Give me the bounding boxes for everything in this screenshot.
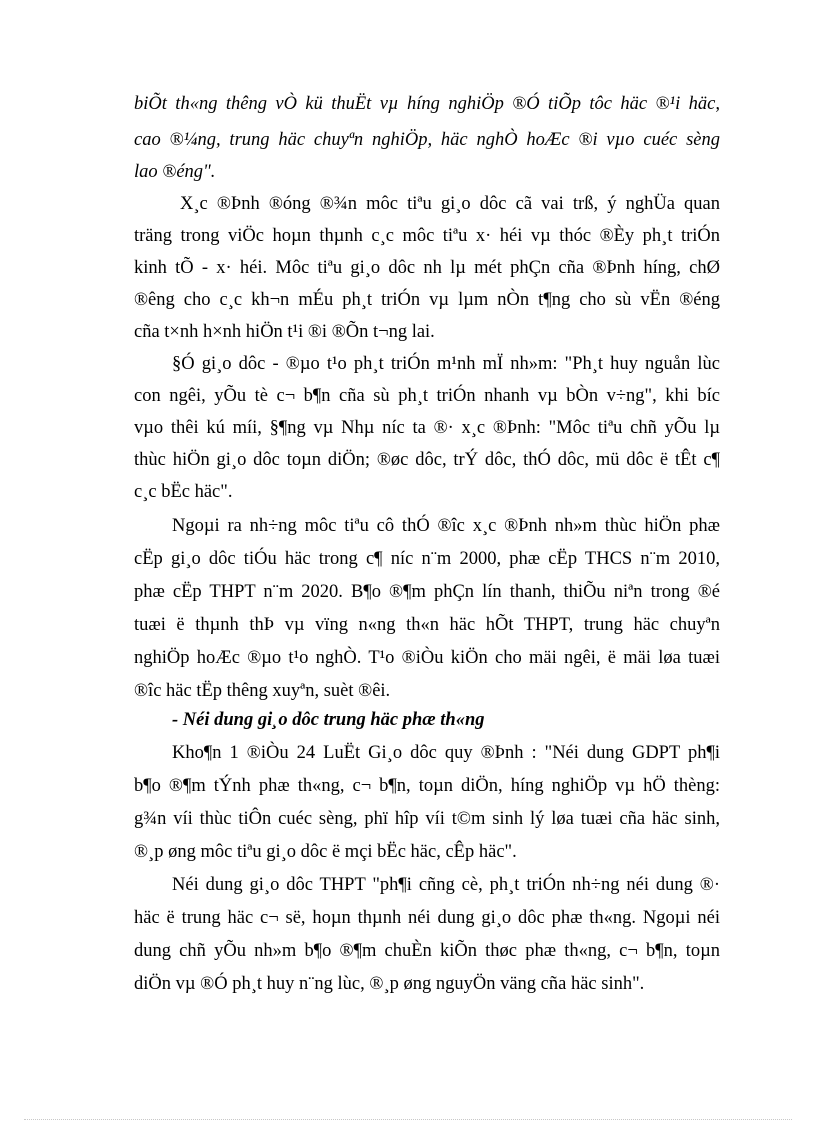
text-line: b¶o ®¶m tÝnh phæ th«ng, c¬ b¶n, toµn diÖn, híng nghiÖp vµ hÖ thèng: bbox=[134, 776, 720, 796]
page-bottom-divider bbox=[24, 1119, 792, 1120]
text-line: cao ®¼ng, trung häc chuyªn nghiÖp, häc nghÒ hoÆc ®i vµo cuéc sèng bbox=[134, 130, 720, 150]
text-line: träng trong viÖc hoµn thµnh c¸c môc tiªu x· héi vµ thóc ®Èy ph¸t triÓn bbox=[134, 226, 720, 246]
text-line: lao ®éng". bbox=[134, 162, 216, 182]
text-line: con ngêi, yÕu tè c¬ b¶n cña sù ph¸t triÓn nhanh vµ bÒn v÷ng", khi bíc bbox=[134, 386, 720, 406]
text-line: häc ë trung häc c¬ së, hoµn thµnh néi dung gi¸o dôc phæ th«ng. Ngoµi néi bbox=[134, 908, 720, 928]
text-line: X¸c ®Þnh ®óng ®¾n môc tiªu gi¸o dôc cã vai trß, ý nghÜa quan bbox=[180, 194, 720, 214]
text-line: tuæi ë thµnh thÞ vµ vïng n«ng th«n häc hÕt THPT, trung häc chuyªn bbox=[134, 615, 720, 635]
text-line: Ngoµi ra nh÷ng môc tiªu cô thÓ ®îc x¸c ®Þnh nh»m thùc hiÖn phæ bbox=[172, 516, 720, 536]
text-line: cËp gi¸o dôc tiÓu häc trong c¶ níc n¨m 2000, phæ cËp THCS n¨m 2010, bbox=[134, 549, 720, 569]
text-line: c¸c bËc häc". bbox=[134, 482, 233, 502]
text-line: diÖn vµ ®Ó ph¸t huy n¨ng lùc, ®¸p øng nguyÖn väng cña häc sinh". bbox=[134, 974, 645, 994]
text-line: kinh tÕ - x· héi. Môc tiªu gi¸o dôc nh lµ mét phÇn cña ®Þnh híng, chØ bbox=[134, 258, 720, 278]
text-line: ®êng cho c¸c kh¬n mÉu ph¸t triÓn vµ lµm nÒn t¶ng cho sù vËn ®éng bbox=[134, 290, 720, 310]
text-line: §Ó gi¸o dôc - ®µo t¹o ph¸t triÓn m¹nh mÏ nh»m: "Ph¸t huy nguån lùc bbox=[172, 354, 720, 374]
text-line: ®¸p øng môc tiªu gi¸o dôc ë mçi bËc häc, cÊp häc". bbox=[134, 842, 517, 862]
text-line: Néi dung gi¸o dôc THPT "ph¶i cñng cè, ph¸t triÓn nh÷ng néi dung ®· bbox=[172, 875, 720, 895]
text-line: dung chñ yÕu nh»m b¶o ®¶m chuÈn kiÕn thøc phæ th«ng, c¬ b¶n, toµn bbox=[134, 941, 720, 961]
section-heading: - Néi dung gi¸o dôc trung häc phæ th«ng bbox=[172, 710, 485, 730]
text-line: thùc hiÖn gi¸o dôc toµn diÖn; ®øc dôc, trÝ dôc, thÓ dôc, mü dôc ë tÊt c¶ bbox=[134, 450, 720, 470]
text-line: phæ cËp THPT n¨m 2020. B¶o ®¶m phÇn lín thanh, thiÕu niªn trong ®é bbox=[134, 582, 720, 602]
text-line: biÕt th«ng thêng vÒ kü thuËt vµ híng nghiÖp ®Ó tiÕp tôc häc ®¹i häc, bbox=[134, 94, 720, 114]
text-line: nghiÖp hoÆc ®µo t¹o nghÒ. T¹o ®iÒu kiÖn cho mäi ngêi, ë mäi løa tuæi bbox=[134, 648, 720, 668]
text-line: ®îc häc tËp thêng xuyªn, suèt ®êi. bbox=[134, 681, 391, 701]
text-line: cña t×nh h×nh hiÖn t¹i ®i ®Õn t¬ng lai. bbox=[134, 322, 435, 342]
text-line: vµo thêi kú míi, §¶ng vµ Nhµ níc ta ®· x¸c ®Þnh: "Môc tiªu chñ yÕu lµ bbox=[134, 418, 720, 438]
text-line: Kho¶n 1 ®iÒu 24 LuËt Gi¸o dôc quy ®Þnh : "Néi dung GDPT ph¶i bbox=[172, 743, 720, 763]
text-line: g¾n víi thùc tiÔn cuéc sèng, phï hîp víi t©m sinh lý løa tuæi cña häc sinh, bbox=[134, 809, 720, 829]
